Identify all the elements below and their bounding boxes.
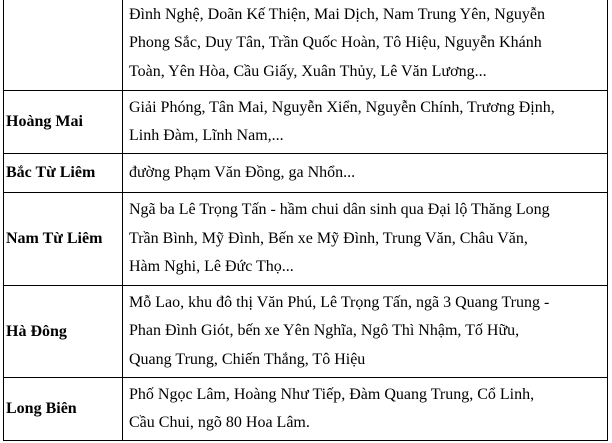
roads-line: đường Phạm Văn Đồng, ga Nhổn... (129, 163, 356, 181)
roads-line: Cầu Chui, ngõ 80 Hoa Lâm. (129, 414, 310, 431)
roads-list-cell (123, 91, 608, 154)
roads-line: Phố Ngọc Lâm, Hoàng Như Tiếp, Đàm Quang Trung, Cổ Linh, (129, 385, 535, 403)
table-row (4, 91, 608, 154)
roads-line: Ngã ba Lê Trọng Tấn - hầm chui dân sinh qua Đại lộ Thăng Long (129, 201, 550, 219)
table-row (4, 193, 608, 286)
table-row (4, 378, 608, 441)
district-name-cell: Long Biên (4, 378, 123, 441)
roads-list-cell (123, 193, 608, 286)
district-name-cell: Bắc Từ Liêm (4, 154, 123, 193)
roads-line: Phong Sắc, Duy Tân, Trần Quốc Hoàn, Tô Hiệu, Nguyễn Khánh (129, 34, 542, 52)
roads-line: Trần Bình, Mỹ Đình, Bến xe Mỹ Đình, Trung Văn, Châu Văn, (129, 229, 528, 247)
roads-line: Linh Đàm, Lĩnh Nam,... (129, 127, 284, 144)
district-roads-table (3, 0, 608, 441)
roads-line: Phan Đình Giót, bến xe Yên Nghĩa, Ngô Thì Nhậm, Tố Hữu, (129, 322, 520, 340)
district-name-cell: Hà Đông (4, 286, 123, 378)
roads-list-cell (123, 0, 608, 91)
table-row (4, 286, 608, 378)
district-name-cell: Hoàng Mai (4, 91, 123, 154)
roads-list-cell (123, 154, 608, 193)
roads-line: Hàm Nghi, Lê Đức Thọ... (129, 258, 294, 276)
roads-list-cell (123, 286, 608, 378)
roads-line: Quang Trung, Chiến Thắng, Tô Hiệu (129, 350, 366, 368)
district-name-cell: Nam Từ Liêm (4, 193, 123, 286)
roads-list-cell (123, 378, 608, 441)
roads-line: Đình Nghệ, Doãn Kế Thiện, Mai Dịch, Nam Trung Yên, Nguyễn (129, 5, 545, 23)
roads-line: Toàn, Yên Hòa, Cầu Giấy, Xuân Thủy, Lê Văn Lương... (129, 62, 487, 80)
roads-line: Giải Phóng, Tân Mai, Nguyễn Xiển, Nguyễn Chính, Trương Định, (129, 98, 555, 116)
table-row (4, 0, 608, 91)
roads-line: Mỗ Lao, khu đô thị Văn Phú, Lê Trọng Tấn, ngã 3 Quang Trung - (129, 293, 550, 311)
table-row (4, 154, 608, 193)
district-name-cell (4, 0, 123, 91)
